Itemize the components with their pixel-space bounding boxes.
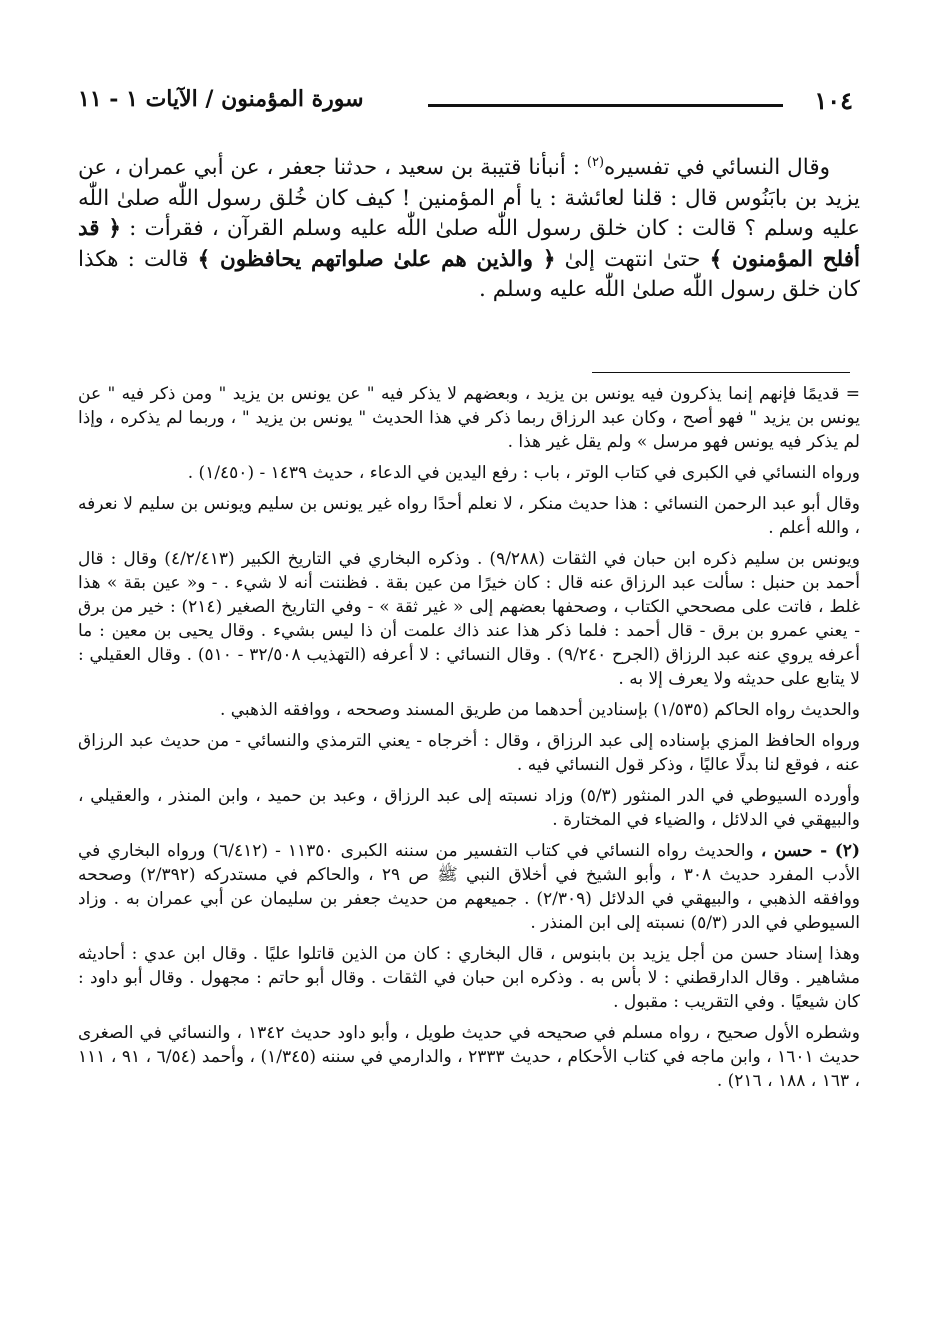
footnotes	[78, 382, 860, 1100]
footnote-paragraph: ورواه النسائي في الكبرى في كتاب الوتر ، باب : رفع اليدين في الدعاء ، حديث ١٤٣٩ - (١/٤٥٠) .	[187, 463, 860, 483]
header-rule	[428, 104, 783, 107]
footnote-separator	[592, 372, 850, 373]
footnote-paragraph: ويونس بن سليم ذكره ابن حبان في الثقات (٩/٢٨٨) . وذكره البخاري في التاريخ الكبير (٤/٢/٤١٣) وقال : قال أحمد بن حنبل : سألت عبد الرزاق عنه قال : كان خيرًا من عين بقة . فظننت أنه لا شيء . - و« عين بقة » هذا غلط ، فاتت على مصححي الكتاب ، وصحفها بعضهم إلى « غير ثقة » - وفي التاريخ الصغير (٢١٤) : خير من برق - يعني عمرو بن برق - قال أحمد : فلما ذكر هذا عند ذاك علمت أن ذا ليس بشيء . وقال يحيى بن معين : ما أعرفه يروي عنه عبد الرزاق (الجرح ٩/٢٤٠) . وقال النسائي : لا أعرفه (التهذيب ٣٢/٥٠٨ - ٥١٠) . وقال العقيلي : لا يتابع على حديثه ولا يعرف إلا به .	[78, 549, 861, 689]
main-text-part-c: حتىٰ انتهت إلىٰ	[555, 246, 710, 272]
main-text	[78, 148, 860, 306]
footnote-2-text: والحديث رواه النسائي في كتاب التفسير من سننه الكبرى ١١٣٥٠ - (٦/٤١٢) ورواه البخاري في الأدب المفرد حديث ٣٠٨ ، وأبو الشيخ في أخلاق النبي ﷺ ص ٢٩ ، والحاكم في مستدركه (٢/٣٩٢) وصححه ووافقه الذهبي ، والبيهقي في الدلائل (٢/٣٠٩) . جميعهم من حديث جعفر بن سليمان عن أبي عمران به . وزاد السيوطي في الدر (٥/٣) نسبته إلى ابن المنذر .	[78, 841, 861, 933]
footnote-2	[78, 839, 860, 935]
quran-quote-1: ﴿ قد أفلح المؤمنون ﴾	[78, 216, 860, 272]
running-title: سورة المؤمنون / الآيات ١ - ١١	[78, 86, 364, 112]
footnote-paragraph: والحديث رواه الحاكم (١/٥٣٥) بإسنادين أحدهما من طريق المسند وصححه ، ووافقه الذهبي .	[219, 700, 860, 720]
main-paragraph	[78, 148, 860, 306]
footnote-paragraph: وأورده السيوطي في الدر المنثور (٥/٣) وزاد نسبته إلى عبد الرزاق ، وعبد بن حميد ، وابن المنذر ، والعقيلي ، والبيهقي في الدلائل ، والضياء في المختارة .	[78, 786, 860, 830]
footnote-paragraph: ورواه الحافظ المزي بإسناده إلى عبد الرزاق ، وقال : أخرجاه - يعني الترمذي والنسائي - من حديث عبد الرزاق عنه ، فوقع لنا بدلًا عاليًا ، وذكر قول النسائي فيه .	[78, 731, 860, 775]
footnote-paragraph: وهذا إسناد حسن من أجل يزيد بن بابنوس ، قال البخاري : كان من الذين قاتلوا عليًا . وقال ابن عدي : أحاديثه مشاهير . وقال الدارقطني : لا بأس به . وذكره ابن حبان في الثقات . وقال أبو حاتم : مجهول . وقال أبو داود : كان شيعيًا . وفي التقريب : مقبول .	[78, 944, 860, 1012]
main-text-part-a: وقال النسائي في تفسيره	[604, 155, 830, 181]
footnote-2-heading: (٢) - حسن ،	[760, 841, 860, 861]
page-header	[78, 82, 853, 118]
footnote-paragraph: وقال أبو عبد الرحمن النسائي : هذا حديث منكر ، لا نعلم أحدًا رواه غير يونس بن سليم ويونس بن سليم لا نعرفه ، والله أعلم .	[78, 494, 860, 538]
footnote-reference: (٢)	[586, 155, 605, 170]
main-text-part-d: قالت : هكذا كان خلق رسول اللّٰه صلىٰ اللّٰه عليه وسلم .	[78, 246, 860, 303]
page-number: ١٠٤	[814, 86, 853, 115]
footnote-paragraph: = قديمًا فإنهم إنما يذكرون فيه يونس بن يزيد ، وبعضهم لا يذكر فيه " عن يونس بن يزيد " ومن ذكر فيه " عن يونس بن يزيد " فهو أصح ، وكان عبد الرزاق ربما ذكر في هذا الحديث " يونس بن يزيد " ، وربما لم يذكره ، وإذا لم يذكر فيه يونس فهو مرسل » ولم يقل غير هذا .	[78, 384, 860, 452]
quran-quote-2: ﴿ والذين هم علىٰ صلواتهم يحافظون ﴾	[197, 246, 556, 272]
main-text-part-b: : أنبأنا قتيبة بن سعيد ، حدثنا جعفر ، عن أبي عمران ، عن يزيد بن بابَنُوس قال : قلنا لعائشة : يا أم المؤمنين ! كيف كان خُلق رسول اللّٰه صلىٰ اللّٰه عليه وسلم ؟ قالت : كان خلق رسول اللّٰه صلىٰ اللّٰه عليه وسلم القرآن ، فقرأت :	[78, 155, 860, 242]
footnote-paragraph: وشطره الأول صحيح ، رواه مسلم في صحيحه في حديث طويل ، وأبو داود حديث ١٣٤٢ ، والنسائي في الصغرى حديث ١٦٠١ ، وابن ماجه في كتاب الأحكام ، حديث ٢٣٣٣ ، والدارمي في سننه (١/٣٤٥) ، وأحمد (٦/٥٤ ، ٩١ ، ١١١ ، ١٦٣ ، ١٨٨ ، ٢١٦) .	[78, 1023, 861, 1091]
